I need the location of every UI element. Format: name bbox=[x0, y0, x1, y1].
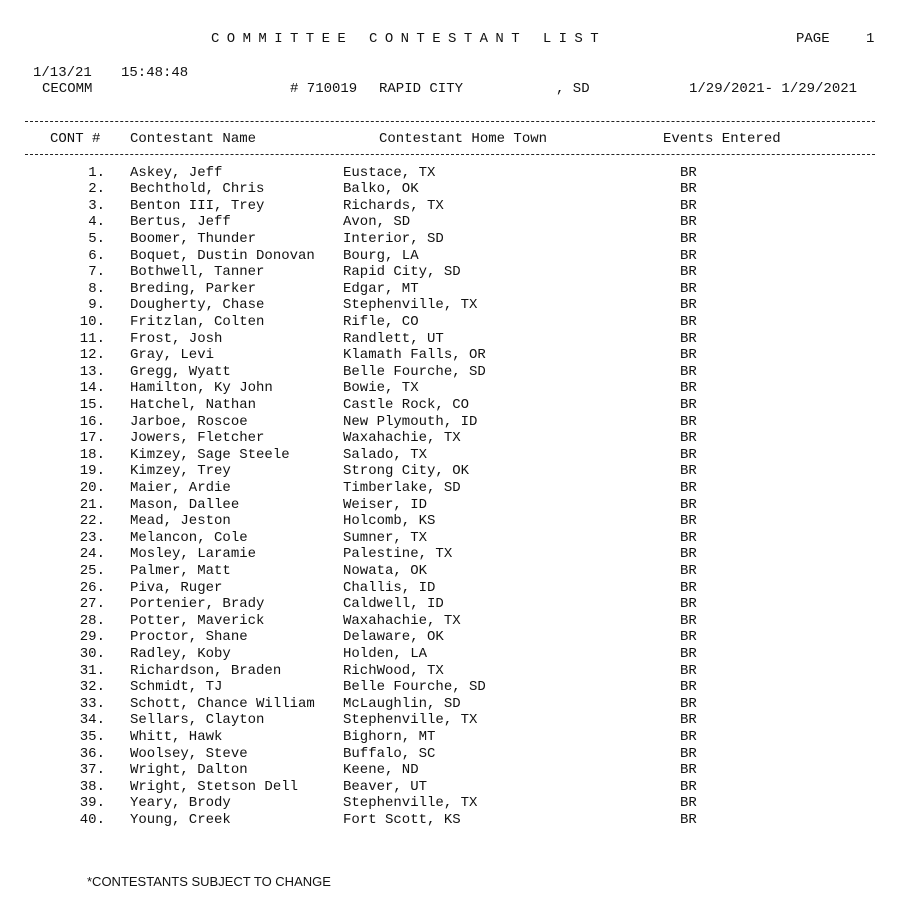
contestant-hometown: Waxahachie, TX bbox=[343, 612, 461, 629]
event-entered: BR bbox=[680, 264, 697, 281]
contestant-number: 17. bbox=[79, 430, 105, 447]
contestant-name: Boomer, Thunder bbox=[130, 230, 257, 247]
contestant-hometown: Strong City, OK bbox=[343, 463, 470, 480]
contestant-number: 32. bbox=[79, 679, 105, 696]
contestant-name: Palmer, Matt bbox=[130, 562, 231, 579]
table-row bbox=[0, 563, 900, 580]
table-row bbox=[0, 762, 900, 779]
contestant-name: Richardson, Braden bbox=[130, 662, 282, 679]
contestant-hometown: RichWood, TX bbox=[343, 662, 444, 679]
table-row bbox=[0, 264, 900, 281]
table-row bbox=[0, 397, 900, 414]
contestant-name: Kimzey, Trey bbox=[130, 463, 231, 480]
contestant-hometown: Salado, TX bbox=[343, 446, 428, 463]
contestant-hometown: Klamath Falls, OR bbox=[343, 347, 486, 364]
event-entered: BR bbox=[680, 164, 697, 181]
contestant-hometown: Palestine, TX bbox=[343, 546, 453, 563]
contestant-hometown: Keene, ND bbox=[343, 762, 419, 779]
event-entered: BR bbox=[680, 496, 697, 513]
event-entered: BR bbox=[680, 197, 697, 214]
contestant-number: 33. bbox=[79, 695, 105, 712]
contestant-name: Jowers, Fletcher bbox=[130, 430, 265, 447]
user-id: CECOMM bbox=[42, 81, 93, 97]
contestant-name: Mead, Jeston bbox=[130, 513, 231, 530]
event-entered: BR bbox=[680, 446, 697, 463]
table-row bbox=[0, 779, 900, 796]
table-row bbox=[0, 746, 900, 763]
contestant-hometown: Stephenville, TX bbox=[343, 795, 478, 812]
contestant-name: Bothwell, Tanner bbox=[130, 264, 265, 281]
contestant-name: Benton III, Trey bbox=[130, 197, 265, 214]
contestant-hometown: Balko, OK bbox=[343, 181, 419, 198]
contestant-number: 13. bbox=[79, 363, 105, 380]
contestant-hometown: Bighorn, MT bbox=[343, 728, 436, 745]
table-row bbox=[0, 447, 900, 464]
event-entered: BR bbox=[680, 396, 697, 413]
contestant-number: 12. bbox=[79, 347, 105, 364]
contestant-hometown: Stephenville, TX bbox=[343, 712, 478, 729]
event-entered: BR bbox=[680, 695, 697, 712]
contestant-name: Schott, Chance William bbox=[130, 695, 315, 712]
contestant-name: Maier, Ardie bbox=[130, 479, 231, 496]
contestant-hometown: Belle Fourche, SD bbox=[343, 363, 486, 380]
table-row bbox=[0, 580, 900, 597]
contestant-hometown: Eustace, TX bbox=[343, 164, 436, 181]
event-entered: BR bbox=[680, 479, 697, 496]
contestant-name: Jarboe, Roscoe bbox=[130, 413, 248, 430]
table-row bbox=[0, 546, 900, 563]
contestant-hometown: Holcomb, KS bbox=[343, 513, 436, 530]
header-rule-top bbox=[25, 121, 875, 122]
contestant-hometown: Interior, SD bbox=[343, 230, 444, 247]
contestant-name: Breding, Parker bbox=[130, 280, 257, 297]
contestant-name: Sellars, Clayton bbox=[130, 712, 265, 729]
table-row bbox=[0, 663, 900, 680]
contestant-number: 36. bbox=[79, 745, 105, 762]
contestant-number: 34. bbox=[79, 712, 105, 729]
contestant-name: Potter, Maverick bbox=[130, 612, 265, 629]
event-entered: BR bbox=[680, 380, 697, 397]
contestant-name: Schmidt, TJ bbox=[130, 679, 223, 696]
contestant-hometown: Rifle, CO bbox=[343, 313, 419, 330]
contestant-number: 30. bbox=[79, 645, 105, 662]
contestant-hometown: Castle Rock, CO bbox=[343, 396, 470, 413]
contestant-name: Gray, Levi bbox=[130, 347, 215, 364]
contestant-number: 28. bbox=[79, 612, 105, 629]
event-entered: BR bbox=[680, 562, 697, 579]
contestant-name: Proctor, Shane bbox=[130, 629, 248, 646]
event-entered: BR bbox=[680, 230, 697, 247]
table-row bbox=[0, 430, 900, 447]
event-entered: BR bbox=[680, 612, 697, 629]
contestant-number: 40. bbox=[79, 811, 105, 828]
contestant-number: 5. bbox=[88, 230, 105, 247]
contestant-number: 21. bbox=[79, 496, 105, 513]
contestant-number: 24. bbox=[79, 546, 105, 563]
contestant-name: Radley, Koby bbox=[130, 645, 231, 662]
table-row bbox=[0, 629, 900, 646]
event-entered: BR bbox=[680, 280, 697, 297]
event-entered: BR bbox=[680, 712, 697, 729]
contestant-name: Melancon, Cole bbox=[130, 529, 248, 546]
table-row bbox=[0, 712, 900, 729]
print-date: 1/13/21 bbox=[33, 65, 92, 81]
contestant-hometown: Caldwell, ID bbox=[343, 596, 444, 613]
event-entered: BR bbox=[680, 430, 697, 447]
contestant-name: Hatchel, Nathan bbox=[130, 396, 257, 413]
table-row bbox=[0, 297, 900, 314]
event-entered: BR bbox=[680, 529, 697, 546]
event-entered: BR bbox=[680, 463, 697, 480]
contestant-number: 9. bbox=[88, 297, 105, 314]
event-entered: BR bbox=[680, 413, 697, 430]
event-entered: BR bbox=[680, 347, 697, 364]
contestant-number: 6. bbox=[88, 247, 105, 264]
rodeo-number: # 710019 bbox=[290, 81, 358, 97]
column-header-name: Contestant Name bbox=[130, 131, 257, 147]
event-entered: BR bbox=[680, 778, 697, 795]
table-row bbox=[0, 331, 900, 348]
contestant-number: 20. bbox=[79, 479, 105, 496]
contestant-hometown: McLaughlin, SD bbox=[343, 695, 461, 712]
contestant-name: Yeary, Brody bbox=[130, 795, 231, 812]
contestant-hometown: Fort Scott, KS bbox=[343, 811, 461, 828]
event-entered: BR bbox=[680, 629, 697, 646]
contestant-name: Frost, Josh bbox=[130, 330, 223, 347]
contestant-hometown: Beaver, UT bbox=[343, 778, 428, 795]
contestant-hometown: Timberlake, SD bbox=[343, 479, 461, 496]
contestant-name: Fritzlan, Colten bbox=[130, 313, 265, 330]
event-entered: BR bbox=[680, 662, 697, 679]
table-row bbox=[0, 231, 900, 248]
table-row bbox=[0, 165, 900, 182]
contestant-hometown: Buffalo, SC bbox=[343, 745, 436, 762]
event-entered: BR bbox=[680, 762, 697, 779]
rodeo-state: , SD bbox=[556, 81, 590, 97]
table-row bbox=[0, 463, 900, 480]
table-row bbox=[0, 646, 900, 663]
table-row bbox=[0, 696, 900, 713]
contestant-hometown: Weiser, ID bbox=[343, 496, 428, 513]
contestant-name: Whitt, Hawk bbox=[130, 728, 223, 745]
contestant-number: 29. bbox=[79, 629, 105, 646]
page-number: 1 bbox=[866, 31, 875, 47]
event-entered: BR bbox=[680, 745, 697, 762]
table-row bbox=[0, 812, 900, 829]
contestant-hometown: Holden, LA bbox=[343, 645, 428, 662]
table-row bbox=[0, 364, 900, 381]
contestant-hometown: Randlett, UT bbox=[343, 330, 444, 347]
contestant-name: Askey, Jeff bbox=[130, 164, 223, 181]
report-title: COMMITTEE CONTESTANT LIST bbox=[211, 31, 607, 47]
contestant-hometown: Rapid City, SD bbox=[343, 264, 461, 281]
contestant-name: Gregg, Wyatt bbox=[130, 363, 231, 380]
contestant-name: Hamilton, Ky John bbox=[130, 380, 273, 397]
table-row bbox=[0, 679, 900, 696]
event-entered: BR bbox=[680, 546, 697, 563]
column-header-events: Events Entered bbox=[663, 131, 781, 147]
table-row bbox=[0, 198, 900, 215]
contestant-number: 35. bbox=[79, 728, 105, 745]
contestant-number: 2. bbox=[88, 181, 105, 198]
contestant-name: Portenier, Brady bbox=[130, 596, 265, 613]
contestant-name: Wright, Stetson Dell bbox=[130, 778, 299, 795]
contestant-number: 25. bbox=[79, 562, 105, 579]
table-row bbox=[0, 480, 900, 497]
contestant-number: 14. bbox=[79, 380, 105, 397]
contestant-number: 11. bbox=[79, 330, 105, 347]
table-row bbox=[0, 513, 900, 530]
contestant-hometown: Stephenville, TX bbox=[343, 297, 478, 314]
table-row bbox=[0, 380, 900, 397]
event-entered: BR bbox=[680, 247, 697, 264]
contestant-name: Bechthold, Chris bbox=[130, 181, 265, 198]
contestant-hometown: Belle Fourche, SD bbox=[343, 679, 486, 696]
column-header-hometown: Contestant Home Town bbox=[379, 131, 548, 147]
contestant-hometown: Delaware, OK bbox=[343, 629, 444, 646]
contestant-name: Kimzey, Sage Steele bbox=[130, 446, 290, 463]
contestant-name: Mosley, Laramie bbox=[130, 546, 257, 563]
contestant-number: 38. bbox=[79, 778, 105, 795]
contestant-hometown: Avon, SD bbox=[343, 214, 411, 231]
contestant-number: 4. bbox=[88, 214, 105, 231]
table-row bbox=[0, 314, 900, 331]
contestant-number: 23. bbox=[79, 529, 105, 546]
event-entered: BR bbox=[680, 795, 697, 812]
event-entered: BR bbox=[680, 811, 697, 828]
table-row bbox=[0, 795, 900, 812]
contestant-name: Boquet, Dustin Donovan bbox=[130, 247, 315, 264]
contestant-hometown: New Plymouth, ID bbox=[343, 413, 478, 430]
contestant-hometown: Richards, TX bbox=[343, 197, 444, 214]
contestant-hometown: Sumner, TX bbox=[343, 529, 428, 546]
contestant-hometown: Bowie, TX bbox=[343, 380, 419, 397]
header-rule-bottom bbox=[25, 154, 875, 155]
event-entered: BR bbox=[680, 728, 697, 745]
event-entered: BR bbox=[680, 330, 697, 347]
contestant-number: 37. bbox=[79, 762, 105, 779]
event-entered: BR bbox=[680, 645, 697, 662]
table-row bbox=[0, 613, 900, 630]
event-entered: BR bbox=[680, 679, 697, 696]
print-time: 15:48:48 bbox=[121, 65, 189, 81]
contestant-number: 1. bbox=[88, 164, 105, 181]
table-row bbox=[0, 181, 900, 198]
contestant-name: Young, Creek bbox=[130, 811, 231, 828]
table-row bbox=[0, 497, 900, 514]
event-entered: BR bbox=[680, 513, 697, 530]
event-entered: BR bbox=[680, 297, 697, 314]
contestant-number: 26. bbox=[79, 579, 105, 596]
footer-note: *CONTESTANTS SUBJECT TO CHANGE bbox=[87, 874, 331, 889]
event-entered: BR bbox=[680, 596, 697, 613]
event-entered: BR bbox=[680, 363, 697, 380]
contestant-number: 15. bbox=[79, 396, 105, 413]
contestant-hometown: Waxahachie, TX bbox=[343, 430, 461, 447]
contestant-hometown: Edgar, MT bbox=[343, 280, 419, 297]
event-entered: BR bbox=[680, 579, 697, 596]
contestant-name: Dougherty, Chase bbox=[130, 297, 265, 314]
contestant-hometown: Nowata, OK bbox=[343, 562, 428, 579]
column-header-cont-no: CONT # bbox=[50, 131, 101, 147]
contestant-number: 27. bbox=[79, 596, 105, 613]
contestant-number: 39. bbox=[79, 795, 105, 812]
contestant-number: 16. bbox=[79, 413, 105, 430]
date-range: 1/29/2021- 1/29/2021 bbox=[689, 81, 858, 97]
event-entered: BR bbox=[680, 214, 697, 231]
contestant-hometown: Challis, ID bbox=[343, 579, 436, 596]
table-row bbox=[0, 530, 900, 547]
event-entered: BR bbox=[680, 313, 697, 330]
table-row bbox=[0, 248, 900, 265]
event-entered: BR bbox=[680, 181, 697, 198]
table-row bbox=[0, 347, 900, 364]
table-row bbox=[0, 214, 900, 231]
contestant-number: 3. bbox=[88, 197, 105, 214]
table-row bbox=[0, 414, 900, 431]
contestant-name: Bertus, Jeff bbox=[130, 214, 231, 231]
table-row bbox=[0, 729, 900, 746]
table-row bbox=[0, 281, 900, 298]
contestant-number: 19. bbox=[79, 463, 105, 480]
contestant-name: Piva, Ruger bbox=[130, 579, 223, 596]
contestant-number: 8. bbox=[88, 280, 105, 297]
rodeo-city: RAPID CITY bbox=[379, 81, 464, 97]
contestant-number: 10. bbox=[79, 313, 105, 330]
page-label: PAGE bbox=[796, 31, 830, 47]
contestant-name: Wright, Dalton bbox=[130, 762, 248, 779]
contestant-name: Mason, Dallee bbox=[130, 496, 240, 513]
contestant-hometown: Bourg, LA bbox=[343, 247, 419, 264]
contestant-number: 22. bbox=[79, 513, 105, 530]
contestant-number: 18. bbox=[79, 446, 105, 463]
contestant-number: 7. bbox=[88, 264, 105, 281]
contestant-name: Woolsey, Steve bbox=[130, 745, 248, 762]
table-row bbox=[0, 596, 900, 613]
contestant-number: 31. bbox=[79, 662, 105, 679]
